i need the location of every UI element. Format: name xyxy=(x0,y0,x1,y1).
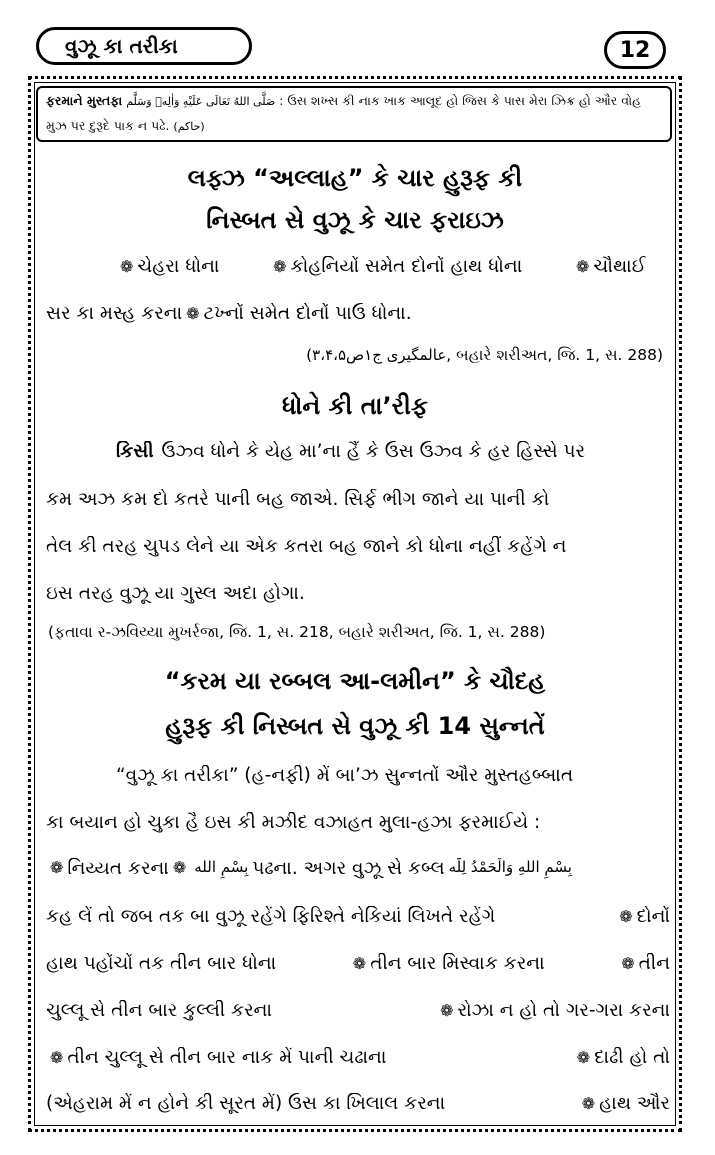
sunnah-line6b: દાઢી હો તો xyxy=(594,1047,670,1068)
section3-intro2: કા બયાન હો ચુકા હૈ ઇસ કી મઝીદ વઝાહત મુલા-હઝા ફરમાઈયે : xyxy=(46,812,541,833)
quote-line1: : ઉસ શખ્સ કી નાક ખાક આલૂદ હો જિસ કે પાસ મેરા ઝિક્ર હો ઔર વોહ xyxy=(279,93,642,108)
section3-text-line4 xyxy=(46,906,670,927)
section1-heading-line2: નિસ્બત સે વુઝૂ કે ચાર ફરાઇઝ xyxy=(206,206,504,234)
sunnah-line4c: તીન xyxy=(638,953,670,974)
hadith-quote-box xyxy=(36,86,672,142)
section3-heading-line1: “કરમ યા રબ્બલ આ-લમીન” કે ચૌદહ xyxy=(164,667,546,695)
flower-bullet-icon: ❁ xyxy=(621,954,635,973)
section2-text-line3 xyxy=(46,536,670,557)
flower-bullet-icon: ❁ xyxy=(576,257,590,276)
fard-item-2: કોહનિયોં સમેત દોનોં હાથ ધોના xyxy=(290,256,523,277)
fard-item-4: ટખ્નોં સમેત દોનોં પાઉં ધોના. xyxy=(203,303,412,324)
flower-bullet-icon: ❁ xyxy=(186,304,200,323)
section3-intro1: “વુઝૂ કા તરીકા” (હ-નફી) મેં બા’ઝ સુન્નતોં ઔર મુસ્તહબ્બાત xyxy=(116,765,574,786)
flower-bullet-icon: ❁ xyxy=(440,1001,454,1020)
bismillah-full: بِسْمِ اللهِ وَالْحَمْدُ لِلّٰه xyxy=(448,858,572,876)
salawat-text: صَلَّى اللهُ تَعَالَى عَلَيْهِ وَاٰلِهٖ وَسَلَّم xyxy=(126,95,276,108)
sunnah-line3-end: દોનોં xyxy=(636,906,670,927)
sunnah-line6a: તીન ચુલ્લૂ સે તીન બાર નાક મેં પાની ચઢાના xyxy=(67,1047,387,1068)
chapter-title: વુઝૂ કા તરીકા xyxy=(36,27,252,65)
section1-ref-arabic: عالمگیری ج۱ص۳،۴،۵ xyxy=(312,346,447,364)
fard-item-3-end: સર કા મસ્હ કરના xyxy=(46,303,183,324)
section1-text-line1 xyxy=(46,256,646,277)
sunnah-line7a: (એહરામ મેં ન હોને કી સૂરત મેં) ઉસ કા ખિલાલ કરના xyxy=(46,1093,446,1114)
section2-heading: ધોને કી તા’રીફ xyxy=(281,392,429,420)
sunnah-line7b: હાથ ઔર xyxy=(599,1093,670,1114)
section3-text-line7 xyxy=(46,1047,670,1068)
section3-text-line3 xyxy=(46,858,670,879)
section2-line2: કમ અઝ કમ દો કતરે પાની બહ જાએ. સિર્ફ ભીગ જાને યા પાની કો xyxy=(46,489,550,510)
section3-text-line6 xyxy=(46,1000,670,1021)
bismillah-short: بِسْمِ الله xyxy=(194,858,249,876)
quote-ref: (حاکم) xyxy=(173,120,205,133)
fard-item-1: ચેહરા ધોના xyxy=(137,256,220,277)
section2-text-line4 xyxy=(46,583,670,604)
section2-lead-word: કિસી xyxy=(116,441,154,462)
sunnah-line4b: તીન બાર મિસ્વાક કરના xyxy=(370,953,545,974)
flower-bullet-icon: ❁ xyxy=(576,1048,591,1067)
quote-line2: મુઝ પર દુરૂદે પાક ન પઢે. xyxy=(46,118,170,133)
flower-bullet-icon: ❁ xyxy=(50,858,64,877)
section2-line4: ઇસ તરહ વુઝૂ યા ગુસ્લ અદા હોગા. xyxy=(46,583,305,604)
section3-intro-line1 xyxy=(46,765,646,786)
sunnah-line5a: ચુલ્લૂ સે તીન બાર કુલ્લી કરના xyxy=(46,1000,272,1021)
flower-bullet-icon: ❁ xyxy=(352,954,367,973)
quote-label: ફરમાને મુસ્તફા xyxy=(46,93,123,108)
flower-bullet-icon: ❁ xyxy=(581,1094,596,1113)
section3-text-line8 xyxy=(46,1093,670,1114)
sunnah-line4a: હાથ પહોંચોં તક તીન બાર ધોના xyxy=(46,953,277,974)
section2-line3: તેલ કી તરહ ચુપડ લેને યા એક કતરા બહ જાને કો ધોના નહીં કહેંગે ન xyxy=(46,536,567,557)
flower-bullet-icon: ❁ xyxy=(273,257,287,276)
page-number: 12 xyxy=(604,31,666,69)
fard-item-3-start: ચૌથાઈ xyxy=(593,256,646,277)
flower-bullet-icon: ❁ xyxy=(120,257,134,276)
flower-bullet-icon: ❁ xyxy=(619,907,633,926)
sunnah-item-1: નિય્યત કરના xyxy=(67,858,169,879)
sunnah-line5b: રોઝા ન હો તો ગર-ગરા કરના xyxy=(457,1000,670,1021)
section2-text-line1 xyxy=(46,441,646,462)
section3-heading-line2: હુરૂફ કી નિસ્બત સે વુઝૂ કી 14 સુન્નતેં xyxy=(165,712,545,740)
section3-text-line5 xyxy=(46,953,670,974)
section2-reference: (ફતાવા ર-ઝવિય્યા મુખર્રજા, જિ. 1, સ. 218, બહારે શરીઅત, જિ. 1, સ. 288) xyxy=(48,623,546,641)
section1-ref-rest: , બહારે શરીઅત, જિ. 1, સ. 288) xyxy=(446,346,663,364)
flower-bullet-icon: ❁ xyxy=(172,858,187,877)
section1-text-line2 xyxy=(46,303,670,324)
sunnah-line3: કહ લેં તો જબ તક બા વુઝૂ રહેંગે ફિરિશ્તે નેકિયાં લિખતે રહેંગે xyxy=(46,906,496,927)
sunnah-item-2: પઢના. અગર વુઝૂ સે કબ્લ xyxy=(252,858,445,879)
section1-reference: (عالمگیری ج۱ص۳،۴،۵, બહારે શરીઅત, જિ. 1, સ. 288) xyxy=(306,346,663,364)
section2-text-line2 xyxy=(46,489,670,510)
section2-line1: ઉઝ્વ ધોને કે યેહ મા’ના હૈં કે ઉસ ઉઝ્વ કે હર હિસ્સે પર xyxy=(161,441,586,462)
flower-bullet-icon: ❁ xyxy=(50,1048,64,1067)
section3-intro-line2 xyxy=(46,812,670,833)
section1-heading-line1: લફ્ઝ “અલ્લાહ” કે ચાર હુરૂફ કી xyxy=(187,164,523,192)
